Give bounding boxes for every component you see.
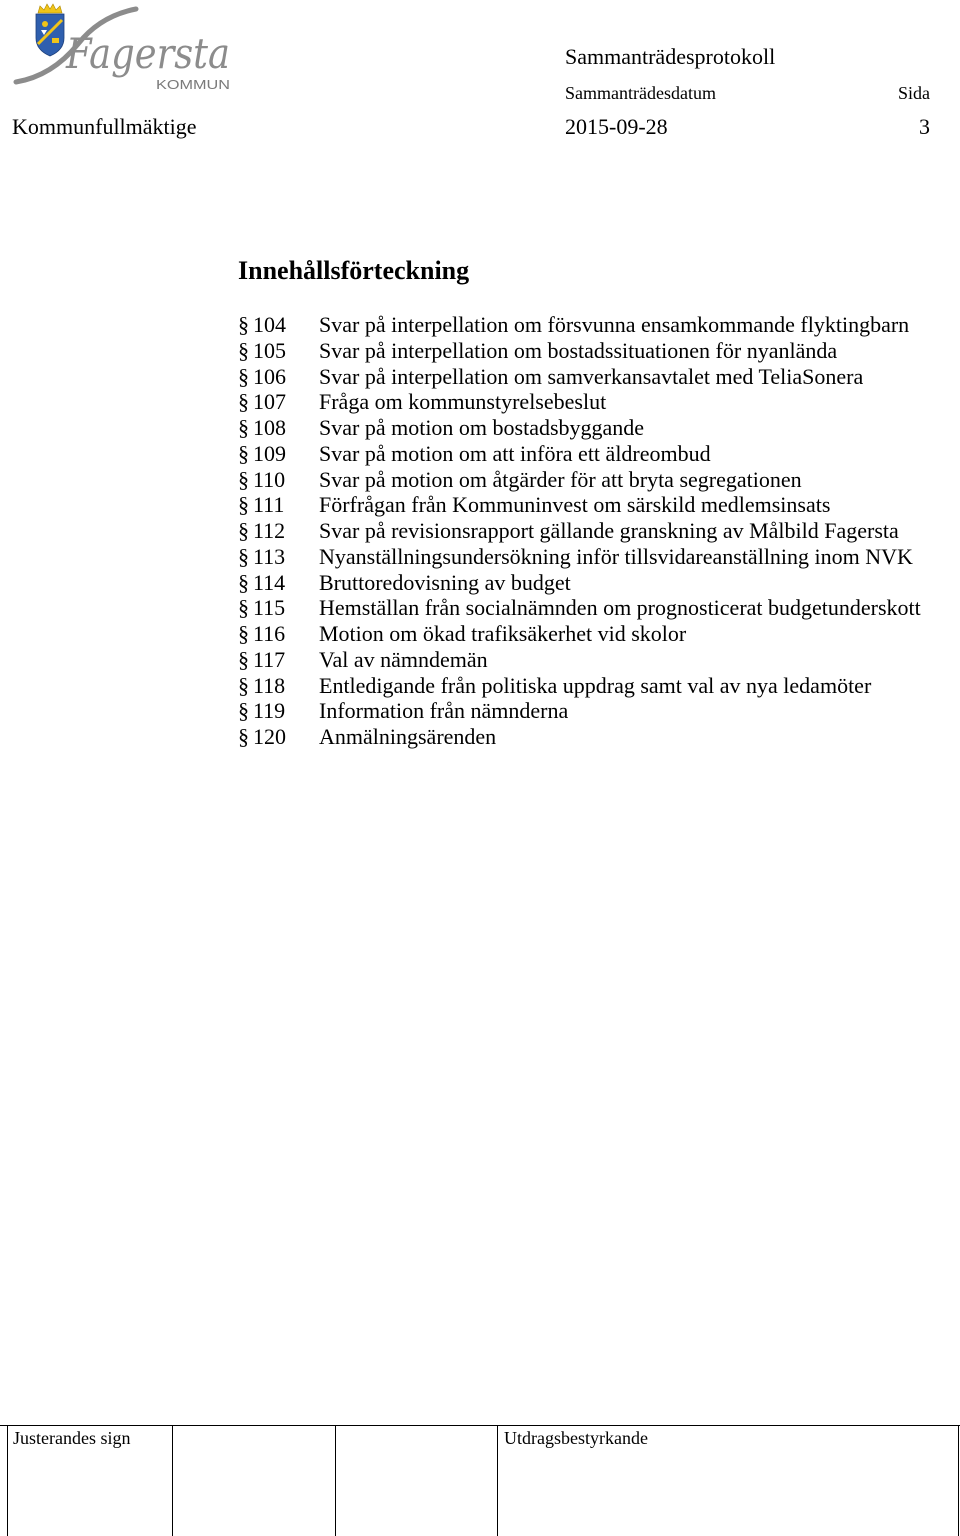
section-number: 110 bbox=[253, 466, 286, 492]
logo-name: Fagersta bbox=[65, 29, 230, 78]
section-symbol: § bbox=[238, 518, 249, 543]
toc-item bbox=[238, 647, 938, 673]
toc-item bbox=[238, 544, 938, 570]
toc-item bbox=[238, 518, 938, 544]
section-title: Anmälningsärenden bbox=[319, 724, 497, 749]
section-title: Förfrågan från Kommuninvest om särskild medlemsinsats bbox=[319, 492, 831, 518]
section-number: 112 bbox=[253, 518, 286, 543]
section-number: 118 bbox=[253, 672, 286, 698]
section-number: 117 bbox=[253, 646, 286, 672]
toc-item bbox=[238, 621, 938, 647]
toc-item bbox=[238, 724, 938, 750]
toc-item bbox=[238, 492, 938, 518]
section-title: Svar på motion om åtgärder för att bryta segregationen bbox=[319, 466, 802, 492]
section-number: 114 bbox=[253, 569, 286, 595]
section-number: 106 bbox=[253, 363, 286, 389]
section-symbol: § bbox=[238, 492, 249, 518]
section-symbol: § bbox=[238, 415, 249, 440]
page-number: 3 bbox=[919, 114, 930, 139]
section-number: 108 bbox=[253, 415, 286, 440]
footer-signature-table bbox=[0, 1425, 960, 1536]
section-title: Svar på interpellation om samverkansavtalet med TeliaSonera bbox=[319, 363, 864, 389]
section-title: Svar på motion om bostadsbyggande bbox=[319, 415, 645, 440]
sign-box-3 bbox=[335, 1426, 497, 1536]
toc-list bbox=[238, 312, 938, 750]
section-number: 109 bbox=[253, 440, 286, 466]
section-symbol: § bbox=[238, 698, 249, 724]
section-number: 104 bbox=[253, 312, 286, 337]
meeting-date: 2015-09-28 bbox=[565, 114, 668, 139]
toc-item bbox=[238, 570, 938, 596]
section-title: Svar på interpellation om försvunna ensamkommande flyktingbarn bbox=[319, 312, 910, 337]
toc-item bbox=[238, 595, 938, 621]
section-symbol: § bbox=[238, 569, 249, 595]
toc-title: Innehållsförteckning bbox=[238, 256, 470, 285]
section-title: Svar på revisionsrapport gällande granskning av Målbild Fagersta bbox=[319, 518, 899, 543]
section-number: 105 bbox=[253, 337, 286, 363]
toc-item bbox=[238, 698, 938, 724]
section-symbol: § bbox=[238, 543, 249, 569]
municipality-logo bbox=[0, 0, 240, 100]
page-label: Sida bbox=[897, 83, 930, 103]
section-number: 119 bbox=[253, 698, 286, 724]
section-title: Hemställan från socialnämnden om prognosticerat budgetunderskott bbox=[319, 595, 921, 621]
extract-label: Utdragsbestyrkande bbox=[504, 1428, 648, 1448]
section-number: 120 bbox=[253, 724, 286, 749]
section-symbol: § bbox=[238, 337, 249, 363]
section-symbol: § bbox=[238, 595, 249, 621]
section-title: Motion om ökad trafiksäkerhet vid skolor bbox=[319, 621, 687, 646]
section-symbol: § bbox=[238, 363, 249, 389]
section-number: 113 bbox=[253, 543, 286, 569]
sign-cell bbox=[7, 1426, 172, 1536]
toc-item bbox=[238, 467, 938, 493]
toc-item bbox=[238, 673, 938, 699]
section-symbol: § bbox=[238, 646, 249, 672]
document-type: Sammanträdesprotokoll bbox=[565, 44, 776, 69]
section-title: Val av nämndemän bbox=[319, 646, 488, 672]
section-symbol: § bbox=[238, 312, 249, 337]
section-symbol: § bbox=[238, 672, 249, 698]
section-title: Fråga om kommunstyrelsebeslut bbox=[319, 389, 607, 415]
section-symbol: § bbox=[238, 466, 249, 492]
section-symbol: § bbox=[238, 621, 249, 646]
meeting-date-label: Sammanträdesdatum bbox=[565, 83, 716, 103]
toc-item bbox=[238, 364, 938, 390]
section-title: Information från nämnderna bbox=[319, 698, 569, 724]
toc-item bbox=[238, 389, 938, 415]
sign-box-2 bbox=[172, 1426, 335, 1536]
section-title: Svar på motion om att införa ett äldreombud bbox=[319, 440, 711, 466]
toc-item bbox=[238, 415, 938, 441]
section-title: Entledigande från politiska uppdrag samt val av nya ledamöter bbox=[319, 672, 872, 698]
section-symbol: § bbox=[238, 440, 249, 466]
section-symbol: § bbox=[238, 724, 249, 749]
section-number: 115 bbox=[253, 595, 286, 621]
extract-cell bbox=[497, 1426, 959, 1536]
section-number: 107 bbox=[253, 389, 286, 415]
sign-label: Justerandes sign bbox=[13, 1428, 131, 1448]
logo-subtitle: KOMMUN bbox=[156, 77, 230, 92]
section-number: 116 bbox=[253, 621, 286, 646]
toc-item bbox=[238, 441, 938, 467]
section-title: Bruttoredovisning av budget bbox=[319, 569, 571, 595]
toc-item bbox=[238, 338, 938, 364]
section-title: Svar på interpellation om bostadssituationen för nyanlända bbox=[319, 337, 838, 363]
coat-of-arms-icon bbox=[36, 4, 64, 56]
section-number: 111 bbox=[253, 492, 285, 518]
council-name: Kommunfullmäktige bbox=[12, 114, 197, 139]
toc-item bbox=[238, 312, 938, 338]
section-symbol: § bbox=[238, 389, 249, 415]
section-title: Nyanställningsundersökning inför tillsvidareanställning inom NVK bbox=[319, 543, 913, 569]
